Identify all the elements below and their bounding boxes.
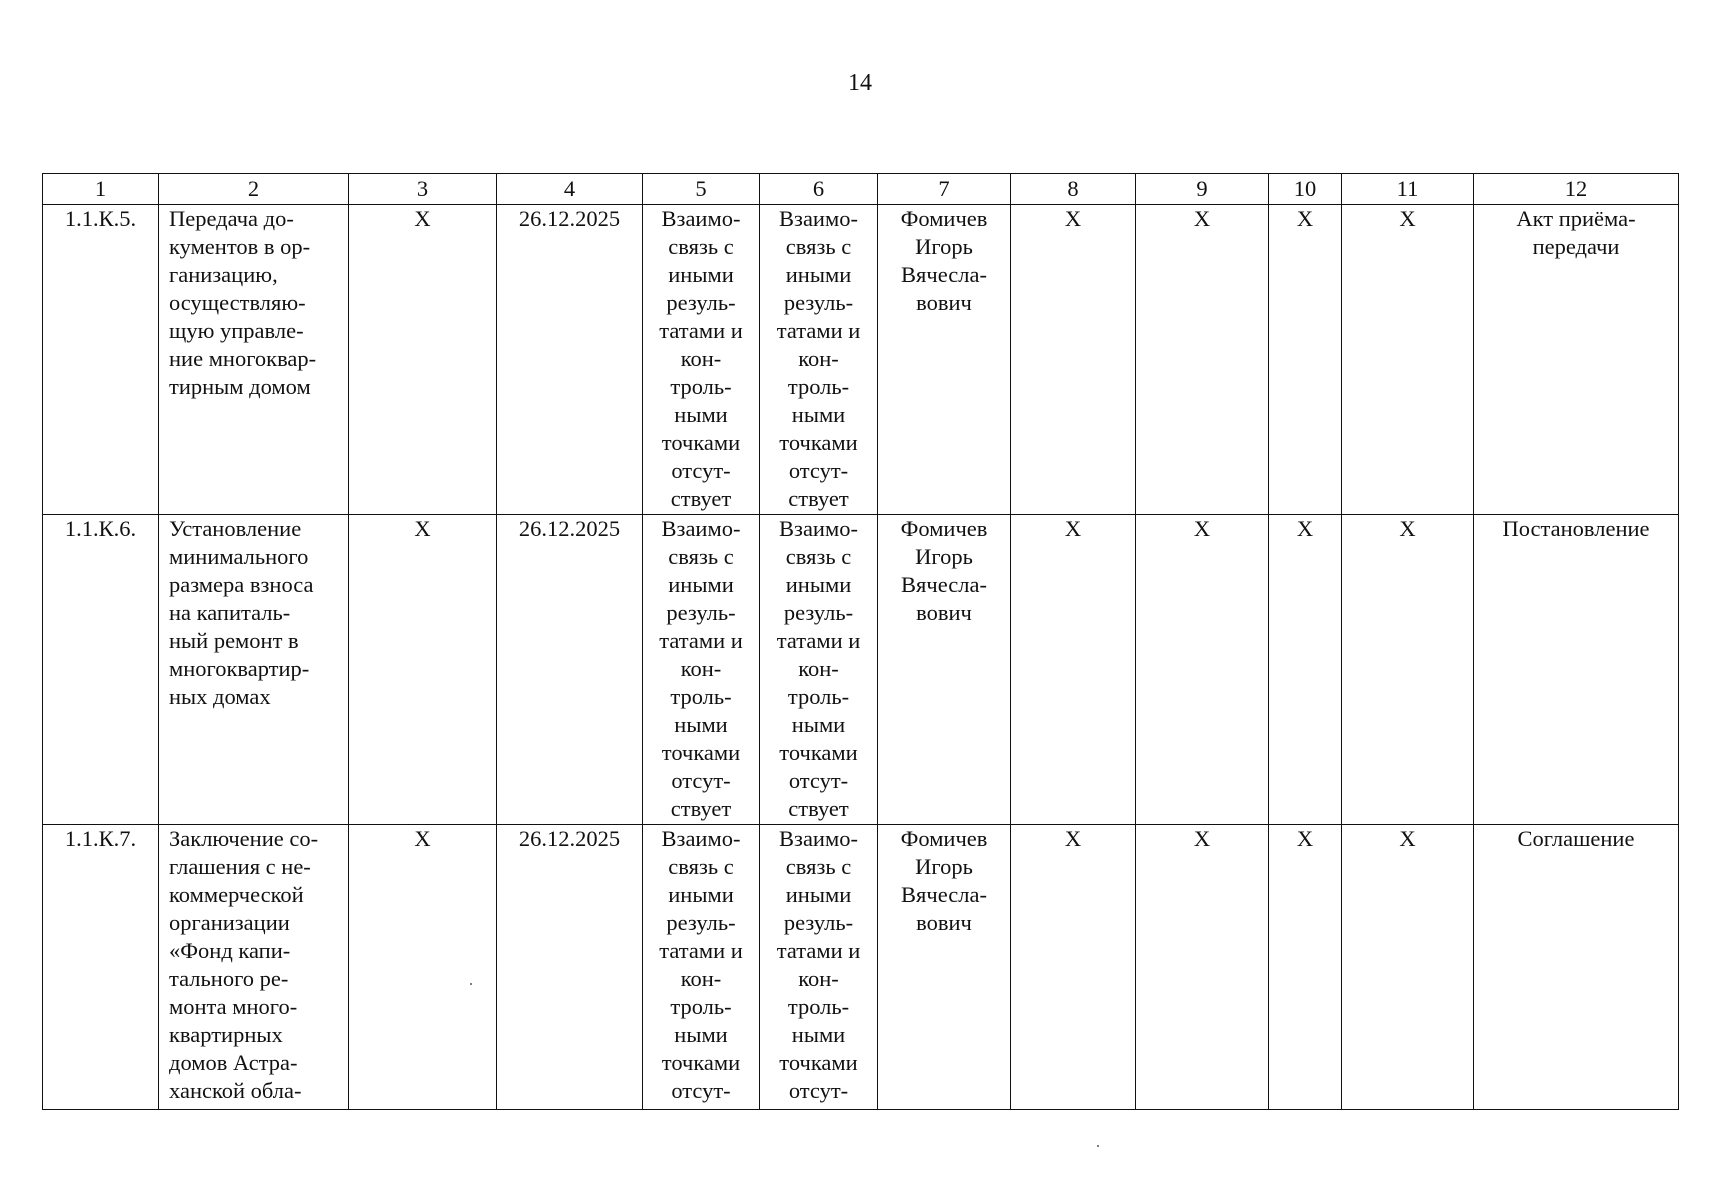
- table-row: [43, 515, 1679, 825]
- row-document: Акт приёма- передачи: [1474, 205, 1679, 515]
- scan-speck: [1097, 1145, 1099, 1147]
- col-header-11: 11: [1342, 174, 1474, 205]
- col-header-6: 6: [760, 174, 878, 205]
- row-date: 26.12.2025: [497, 205, 643, 515]
- col-header-4: 4: [497, 174, 643, 205]
- row-col10: Х: [1269, 205, 1342, 515]
- row-col9: Х: [1136, 515, 1269, 825]
- col-header-5: 5: [643, 174, 760, 205]
- row-col9: Х: [1136, 825, 1269, 1110]
- row-col5: Взаимо- связь с иными резуль- татами и кон- троль- ными точками отсут-: [643, 825, 760, 1110]
- row-title: Заключение со- глашения с не- коммерческой организации «Фонд капи- тального ре- монта много- квартирных домов Астра- ханской обла-: [159, 825, 349, 1110]
- row-col11: Х: [1342, 515, 1474, 825]
- row-title: Установление минимального размера взноса на капиталь- ный ремонт в многоквартир- ных домах: [159, 515, 349, 825]
- table-row: [43, 205, 1679, 515]
- row-document: Соглашение: [1474, 825, 1679, 1110]
- page-number: 14: [848, 70, 872, 96]
- row-responsible: Фомичев Игорь Вячесла- вович: [878, 515, 1011, 825]
- col-header-12: 12: [1474, 174, 1679, 205]
- plan-table: [42, 173, 1679, 1110]
- col-header-3: 3: [349, 174, 497, 205]
- row-code: 1.1.К.7.: [43, 825, 159, 1110]
- row-col11: Х: [1342, 205, 1474, 515]
- header-row: [43, 174, 1679, 205]
- row-col8: Х: [1011, 205, 1136, 515]
- row-date: 26.12.2025: [497, 825, 643, 1110]
- row-responsible: Фомичев Игорь Вячесла- вович: [878, 825, 1011, 1110]
- row-col3: Х: [349, 515, 497, 825]
- row-code: 1.1.К.6.: [43, 515, 159, 825]
- row-document: Постановление: [1474, 515, 1679, 825]
- row-col8: Х: [1011, 515, 1136, 825]
- row-col6: Взаимо- связь с иными резуль- татами и кон- троль- ными точками отсут- ствует: [760, 205, 878, 515]
- col-header-10: 10: [1269, 174, 1342, 205]
- col-header-9: 9: [1136, 174, 1269, 205]
- row-title: Передача до- кументов в ор- ганизацию, осуществляю- щую управле- ние многоквар- тирным домом: [159, 205, 349, 515]
- row-col10: Х: [1269, 825, 1342, 1110]
- row-col10: Х: [1269, 515, 1342, 825]
- row-date: 26.12.2025: [497, 515, 643, 825]
- row-col8: Х: [1011, 825, 1136, 1110]
- row-col5: Взаимо- связь с иными резуль- татами и кон- троль- ными точками отсут- ствует: [643, 515, 760, 825]
- scan-speck: [470, 983, 472, 985]
- col-header-8: 8: [1011, 174, 1136, 205]
- row-col5: Взаимо- связь с иными резуль- татами и кон- троль- ными точками отсут- ствует: [643, 205, 760, 515]
- row-col3: Х: [349, 825, 497, 1110]
- row-col9: Х: [1136, 205, 1269, 515]
- col-header-1: 1: [43, 174, 159, 205]
- row-responsible: Фомичев Игорь Вячесла- вович: [878, 205, 1011, 515]
- row-col11: Х: [1342, 825, 1474, 1110]
- col-header-7: 7: [878, 174, 1011, 205]
- row-col3: Х: [349, 205, 497, 515]
- row-col6: Взаимо- связь с иными резуль- татами и кон- троль- ными точками отсут- ствует: [760, 515, 878, 825]
- col-header-2: 2: [159, 174, 349, 205]
- row-col6: Взаимо- связь с иными резуль- татами и кон- троль- ными точками отсут-: [760, 825, 878, 1110]
- table-row: [43, 825, 1679, 1110]
- row-code: 1.1.К.5.: [43, 205, 159, 515]
